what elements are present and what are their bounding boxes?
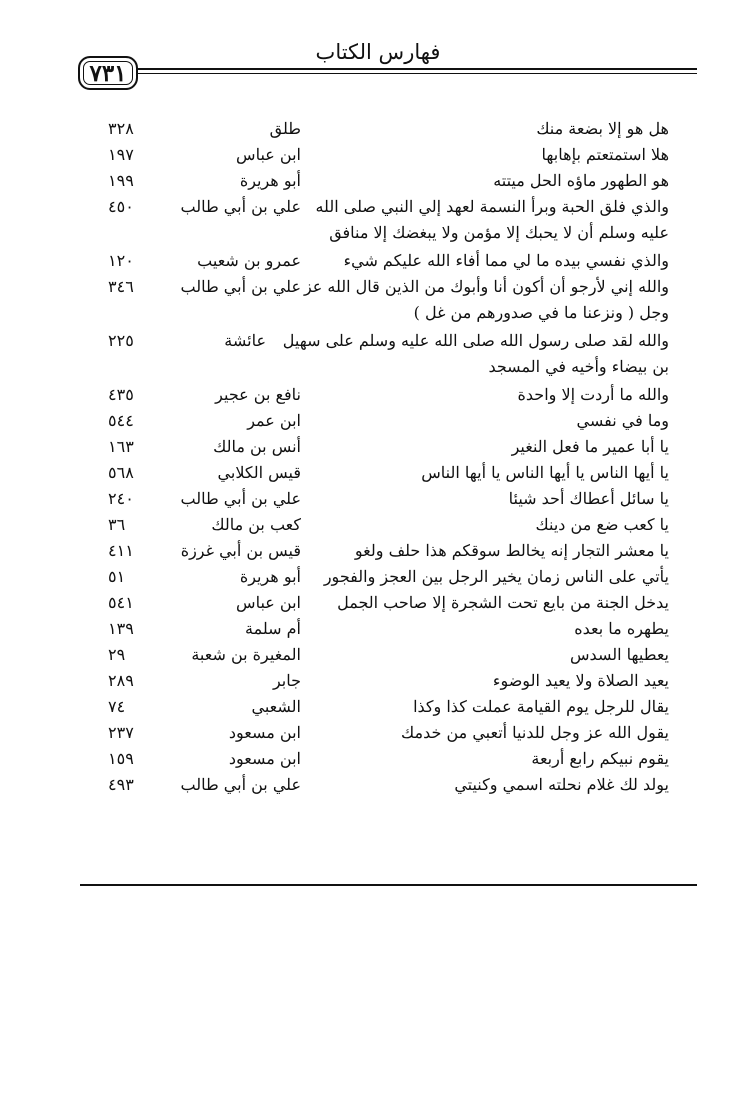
narrator: الشعبي — [251, 697, 301, 716]
page-ref: ٥٦٨ — [108, 463, 134, 482]
index-entry — [0, 116, 756, 142]
narrator: نافع بن عجير — [215, 385, 301, 404]
hadith-text: هلا استمتعتم بإهابها — [541, 145, 669, 164]
page-ref: ٢٤٠ — [108, 489, 134, 508]
index-entry — [0, 538, 756, 564]
hadith-text: هل هو إلا بضعة منك — [536, 119, 669, 138]
narrator: ابن مسعود — [228, 749, 301, 768]
narrator: علي بن أبي طالب — [180, 489, 301, 508]
narrator: قيس بن أبي غرزة — [180, 541, 301, 560]
footer-rule — [80, 884, 697, 886]
page-ref: ٤٣٥ — [108, 385, 134, 404]
page-number-box — [78, 56, 138, 90]
narrator: جابر — [272, 671, 301, 690]
page-ref: ١٩٩ — [108, 171, 134, 190]
page-ref: ٢٩ — [108, 645, 126, 664]
page-ref: ٤٥٠ — [108, 197, 134, 216]
page-ref: ٣٤٦ — [108, 277, 134, 296]
index-entry — [0, 772, 756, 798]
index-entry — [0, 746, 756, 772]
page-number: ٧٣١ — [89, 59, 127, 87]
page-ref: ١٦٣ — [108, 437, 134, 456]
hadith-text: يدخل الجنة من بايع تحت الشجرة إلا صاحب الجمل — [337, 593, 669, 612]
hadith-text: يعيد الصلاة ولا يعيد الوضوء — [492, 671, 669, 690]
index-entry — [0, 512, 756, 538]
index-entry — [0, 460, 756, 486]
index-entry — [0, 720, 756, 746]
index-entry — [0, 694, 756, 720]
hadith-index-list — [0, 116, 756, 798]
hadith-text: يا سائل أعطاك أحد شيئا — [508, 489, 669, 508]
index-entry — [0, 168, 756, 194]
narrator: ابن عمر — [247, 411, 301, 430]
hadith-text: والله ما أردت إلا واحدة — [517, 385, 669, 404]
narrator: قيس الكلابي — [217, 463, 301, 482]
index-entry — [0, 590, 756, 616]
hadith-text: يقوم نبيكم رابع أربعة — [531, 749, 669, 768]
page-ref: ٢٣٧ — [108, 723, 134, 742]
index-entry — [0, 616, 756, 642]
hadith-text: والذي فلق الحبة وبرأ النسمة لعهد إلي النبي صلى الله عليه وسلم أن لا يحبك إلا مؤمن ولا يبغضك إلا منافق — [315, 197, 669, 242]
hadith-text: يعطيها السدس — [570, 645, 669, 664]
page-title: فهارس الكتاب — [315, 40, 441, 64]
hadith-text: والله لقد صلى رسول الله صلى الله عليه وسلم على سهيل بن بيضاء وأخيه في المسجد — [282, 331, 669, 376]
hadith-text: يقال للرجل يوم القيامة عملت كذا وكذا — [413, 697, 669, 716]
index-entry — [0, 194, 756, 248]
hadith-text: والله إني لأرجو أن أكون أنا وأبوك من الذين قال الله عز وجل ( ونزعنا ما في صدورهم من غل ) — [303, 277, 669, 322]
index-entry — [0, 408, 756, 434]
hadith-text: وما في نفسي — [576, 411, 669, 430]
page-ref: ١٢٠ — [108, 251, 134, 270]
index-entry — [0, 642, 756, 668]
hadith-text: يا أبا عمير ما فعل النغير — [511, 437, 669, 456]
narrator: أبو هريرة — [239, 171, 301, 190]
hadith-text: يطهره ما بعده — [574, 619, 669, 638]
index-entry — [0, 142, 756, 168]
page-ref: ٢٨٩ — [108, 671, 134, 690]
page-ref: ٤١١ — [108, 541, 134, 560]
index-entry — [0, 248, 756, 274]
narrator: أبو هريرة — [239, 567, 301, 586]
page-ref: ٣٢٨ — [108, 119, 134, 138]
narrator: ابن عباس — [236, 593, 301, 612]
narrator: كعب بن مالك — [211, 515, 301, 534]
hadith-text: يقول الله عز وجل للدنيا أتعبي من خدمك — [401, 723, 669, 742]
narrator: أنس بن مالك — [213, 437, 301, 456]
page-ref: ٤٩٣ — [108, 775, 134, 794]
index-entry — [0, 486, 756, 512]
narrator: ابن عباس — [236, 145, 301, 164]
page-ref: ١٥٩ — [108, 749, 134, 768]
hadith-text: هو الطهور ماؤه الحل ميتته — [493, 171, 669, 190]
page-ref: ٣٦ — [108, 515, 126, 534]
narrator: عمرو بن شعيب — [197, 251, 301, 270]
narrator: ابن مسعود — [228, 723, 301, 742]
index-entry — [0, 564, 756, 590]
page-ref: ٥٤١ — [108, 593, 134, 612]
narrator: عائشة — [224, 331, 266, 350]
narrator: طلق — [269, 119, 301, 138]
hadith-text: يا معشر التجار إنه يخالط سوقكم هذا حلف ولغو — [354, 541, 669, 560]
index-entry — [0, 382, 756, 408]
page-ref: ١٩٧ — [108, 145, 134, 164]
hadith-text: يأتي على الناس زمان يخير الرجل بين العجز والفجور — [323, 567, 669, 586]
index-entry — [0, 434, 756, 460]
narrator: علي بن أبي طالب — [180, 277, 301, 296]
hadith-text: والذي نفسي بيده ما لي مما أفاء الله عليكم شيء — [343, 251, 669, 270]
narrator: علي بن أبي طالب — [180, 775, 301, 794]
hadith-text: يا كعب ضع من دينك — [535, 515, 669, 534]
index-entry — [0, 328, 756, 382]
page-ref: ١٣٩ — [108, 619, 134, 638]
page-ref: ٢٢٥ — [108, 331, 134, 350]
narrator: علي بن أبي طالب — [180, 197, 301, 216]
narrator: أم سلمة — [245, 619, 301, 638]
header-rule — [136, 68, 697, 70]
header-rule-thin — [136, 73, 697, 74]
page-ref: ٥١ — [108, 567, 126, 586]
narrator: المغيرة بن شعبة — [191, 645, 301, 664]
index-entry — [0, 274, 756, 328]
page-ref: ٥٤٤ — [108, 411, 134, 430]
hadith-text: يولد لك غلام نحلته اسمي وكنيتي — [454, 775, 669, 794]
hadith-text: يا أيها الناس يا أيها الناس يا أيها الناس — [421, 463, 669, 482]
index-entry — [0, 668, 756, 694]
page-ref: ٧٤ — [108, 697, 126, 716]
